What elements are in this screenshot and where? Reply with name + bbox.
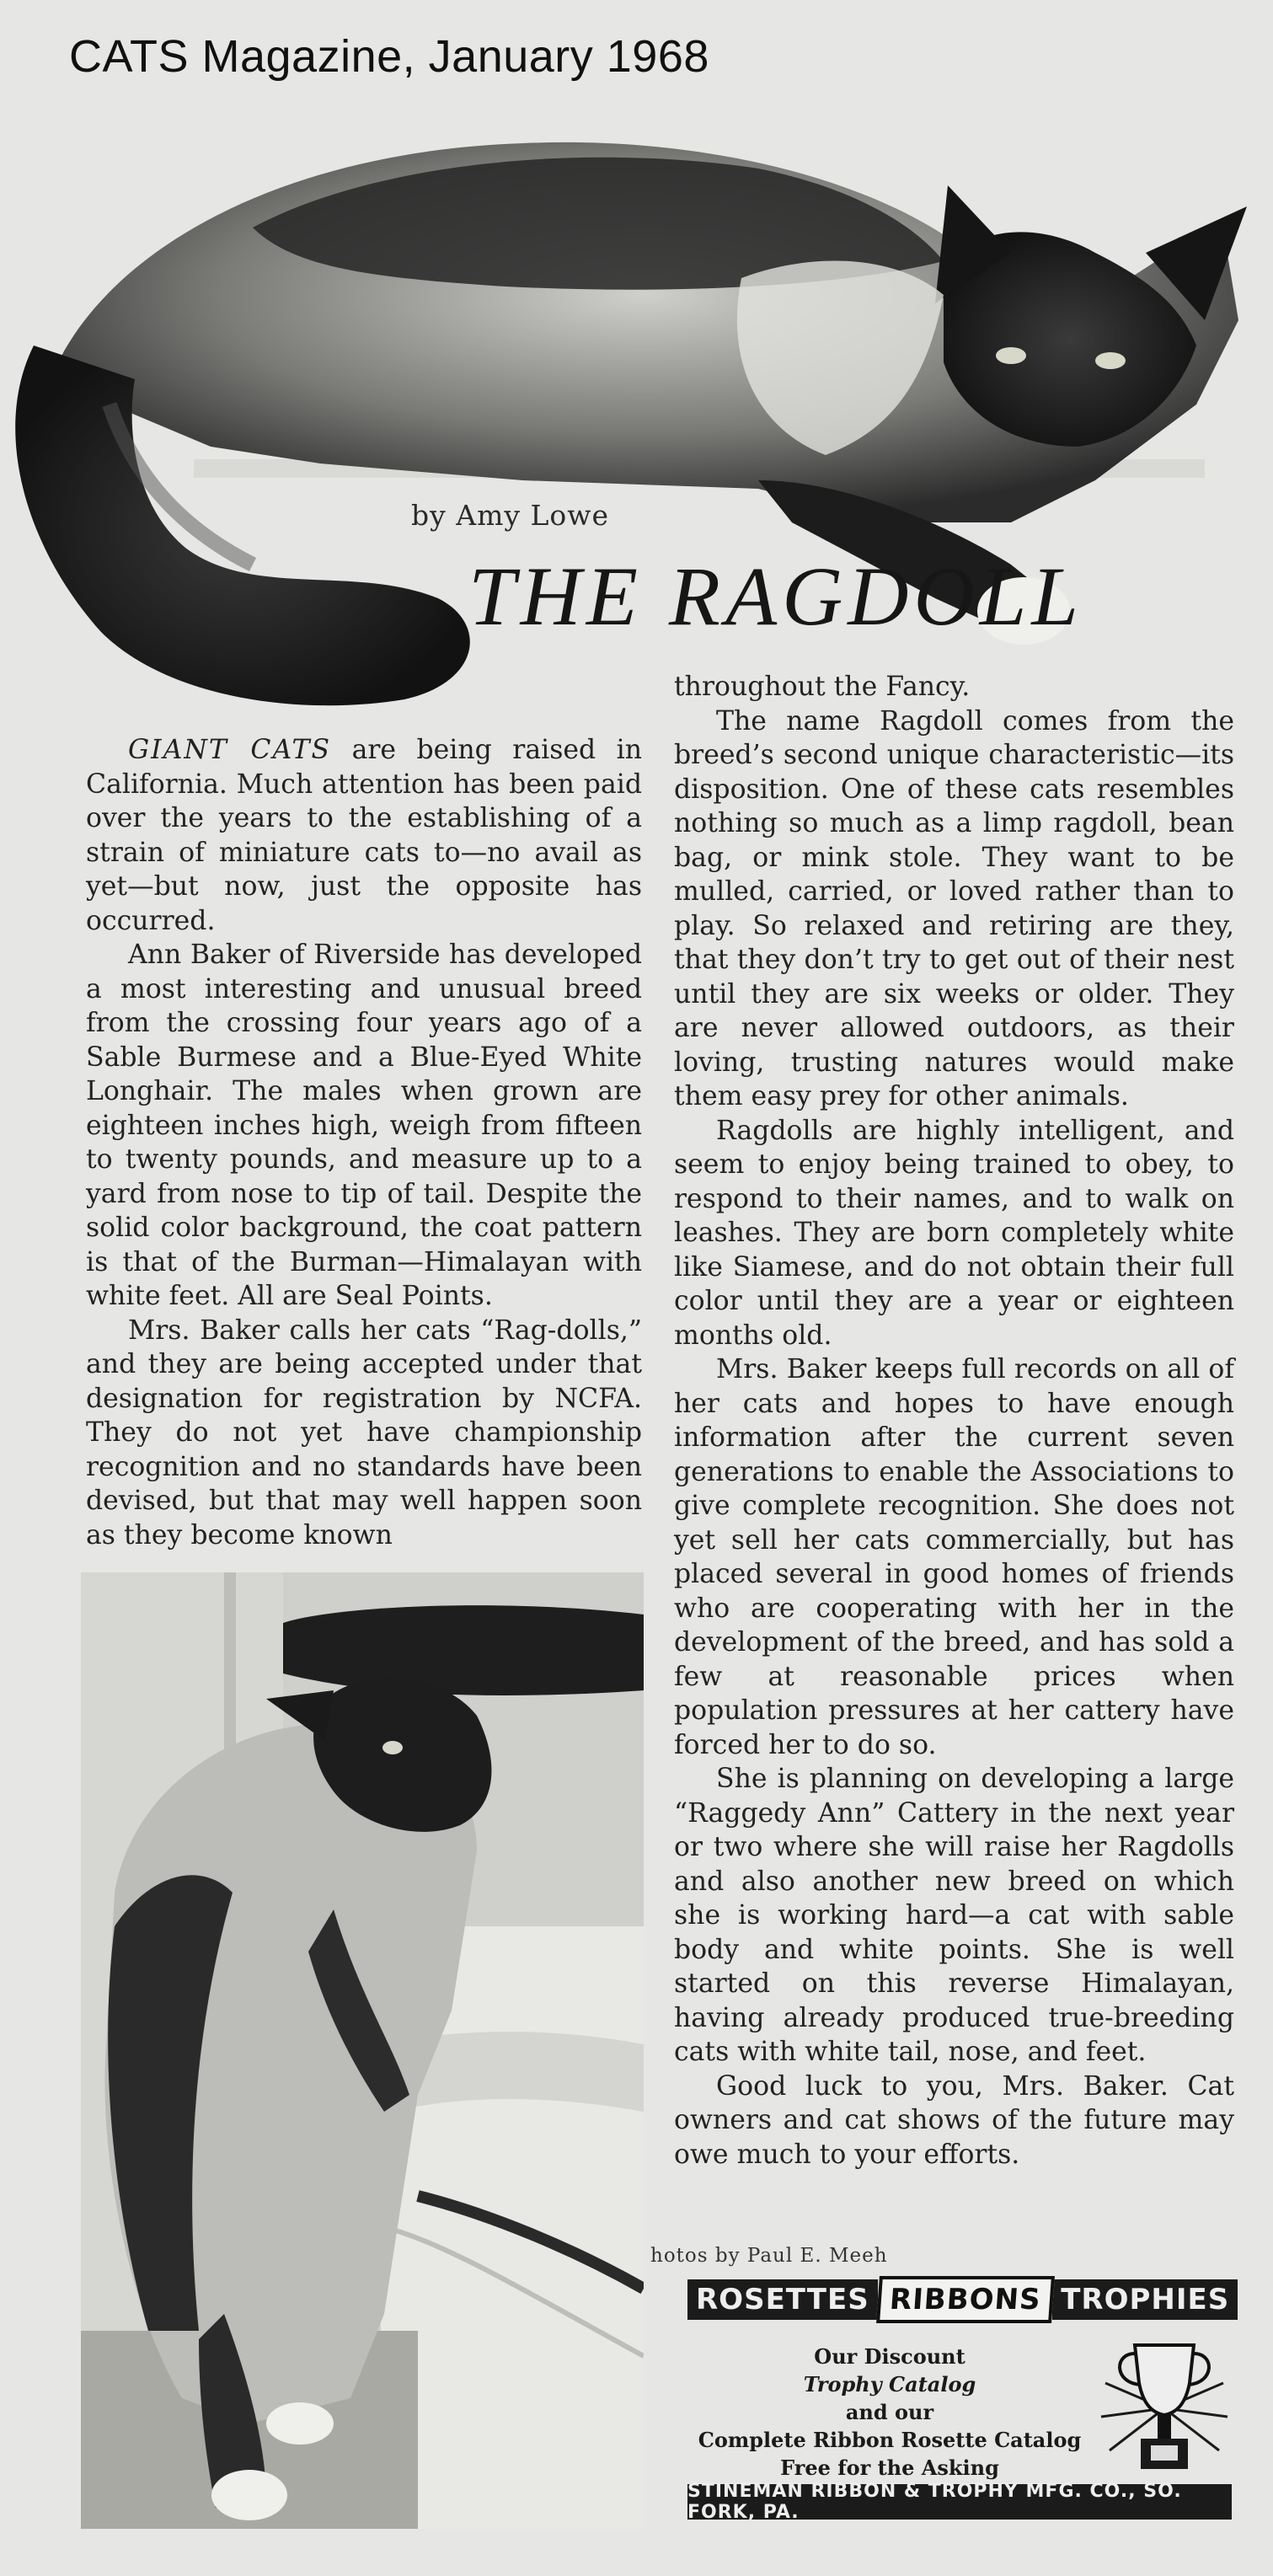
ad-line: Complete Ribbon Rosette Catalog <box>698 2428 1082 2452</box>
paragraph: Good luck to you, Mrs. Baker. Cat owners and cat shows of the future may owe much to your efforts. <box>674 2070 1234 2170</box>
ad-line: Our Discount <box>814 2344 965 2369</box>
ad-line: Trophy Catalog <box>803 2372 976 2397</box>
paragraph: The name Ragdoll comes from the breed’s second unique characteristic—its disposition. One of these cats resembles nothing so much as a limp ragdoll, bean bag, or mink stole. They want to be mulled, carried, or loved rather than to play. So relaxed and retiring are they, that they don’t try to get out of their nest until they are six weeks or older. They are never allowed outdoors, as their loving, trusting natures would make them easy prey for other animals. <box>674 705 1234 1111</box>
ad-line: Free for the Asking <box>780 2456 999 2480</box>
article-title: THE RAGDOLL <box>468 549 1083 643</box>
ad-line: and our <box>845 2400 934 2424</box>
lead-phrase: GIANT CATS <box>128 735 332 765</box>
paragraph: Mrs. Baker calls her cats “Rag-dolls,” and they are being accepted under that designation for registration by NCFA. They do not yet have championship recognition and no standards have been devised, but that may well happen soon as they become known <box>86 1315 642 1550</box>
paragraph: throughout the Fancy. <box>674 672 971 702</box>
ragdoll-standing-photo <box>81 1572 644 2529</box>
paragraph-text: are being raised in California. Much attention has been paid over the years to the establishing of a strain of miniature cats to—no avail as yet—but now, just the opposite has occurred. <box>86 735 642 936</box>
paragraph: Ann Baker of Riverside has developed a most interesting and unusual breed from the crossing four years ago of a Sable Burmese and a Blue-Eyed White Longhair. The males when grown are eighteen inches high, weigh from fifteen to twenty pounds, and measure up to a yard from nose to tip of tail. Despite the solid color background, the coat pattern is that of the Burman—Himalayan with white feet. All are Seal Points. <box>86 940 642 1311</box>
article-byline: by Amy Lowe <box>411 499 610 532</box>
page-header-label: CATS Magazine, January 1968 <box>69 31 709 82</box>
paragraph: She is planning on developing a large “Raggedy Ann” Cattery in the next year or two where she will raise her Ragdolls and also another new breed on which she is working hard—a cat with sable body and white points. She is well started on this reverse Himalayan, having already produced true-breeding cats with white tail, nose, and feet. <box>674 1764 1234 2067</box>
ad-header <box>687 2275 1232 2324</box>
ad-tag-trophies: TROPHIES <box>1052 2279 1238 2320</box>
paragraph: Mrs. Baker keeps full records on all of her cats and hopes to have enough information after the current seven generations to enable the Associations to give complete recognition. She does not yet sell her cats commercially, but has placed several in good homes of friends who are cooperating with her in the development of the breed, and has sold a few at reasonable prices when population pressures at her cattery have forced her to do so. <box>674 1354 1234 1760</box>
article-left-column <box>86 733 642 1552</box>
trophy-icon <box>1097 2332 1232 2484</box>
ad-tag-rosettes: ROSETTES <box>687 2279 878 2320</box>
photo-credit: hotos by Paul E. Meeh <box>650 2245 888 2267</box>
paragraph: Ragdolls are highly intelligent, and seem to enjoy being trained to obey, to respond to their names, and to walk on leashes. They are born completely white like Siamese, and do not obtain their full color until they are a year or eighteen months old. <box>674 1115 1234 1351</box>
article-right-column <box>674 670 1234 2172</box>
ad-tag-ribbons: RIBBONS <box>876 2276 1054 2323</box>
trophy-advertisement <box>687 2275 1232 2525</box>
ad-footer: STINEMAN RIBBON & TROPHY MFG. CO., SO. FORK, PA. <box>687 2484 1232 2520</box>
ad-body <box>687 2343 1092 2482</box>
paragraph <box>86 733 642 938</box>
